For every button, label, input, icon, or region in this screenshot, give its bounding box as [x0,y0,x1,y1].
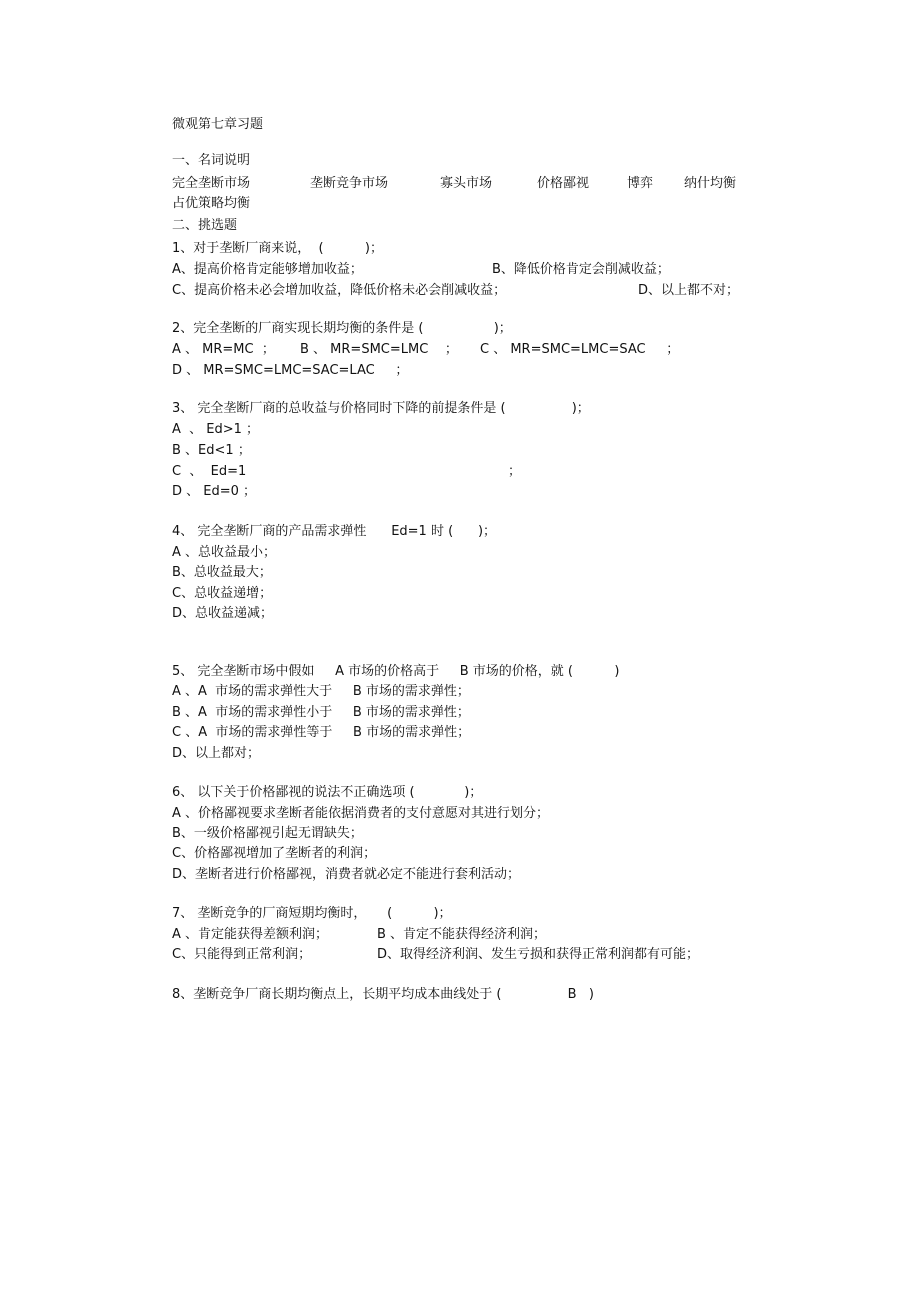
q6-stem: 6、 以下关于价格鄙视的说法不正确选项 ( )； [172,785,483,800]
term-2: 垄断竞争市场 [310,176,389,191]
q5-stem: 5、 完全垄断市场中假如 A 市场的价格高于 B 市场的价格，就 ( ) [172,664,620,679]
term-1: 完全垄断市场 [172,176,251,191]
term-6: 纳什均衡 [684,176,737,191]
q3-option-b: B 、Ed<1 ； [172,443,251,458]
q8-stem: 8、垄断竞争厂商长期均衡点上，长期平均成本曲线处于 ( B ) [172,987,594,1002]
section1-heading: 一、名词说明 [172,153,251,168]
q6-option-c: C、价格鄙视增加了垄断者的利润； [172,846,377,861]
q5-option-a: A 、A 市场的需求弹性大于 B 市场的需求弹性； [172,684,470,699]
q3-option-d: D 、 Ed=0 ； [172,484,257,499]
q6-option-d: D、垄断者进行价格鄙视，消费者就必定不能进行套利活动； [172,867,521,882]
document-title: 微观第七章习题 [172,117,264,132]
q1-option-b: B、降低价格肯定会削减收益； [492,262,670,277]
q7-option-b: B 、肯定不能获得经济利润； [377,927,547,942]
q5-option-c: C 、A 市场的需求弹性等于 B 市场的需求弹性； [172,725,471,740]
q2-option-d: D 、 MR=SMC=LMC=SAC=LAC ； [172,363,409,378]
q5-option-d: D、以上都对； [172,746,261,761]
section2-heading: 二、挑选题 [172,218,238,233]
q3-option-a: A 、 Ed>1 ； [172,422,260,437]
q1-option-a: A、提高价格肯定能够增加收益； [172,262,363,277]
q3-option-c: C 、 Ed=1 [172,464,247,479]
term-5: 博弈 [627,176,654,191]
q1-option-c: C、提高价格未必会增加收益，降低价格未必会削减收益； [172,283,507,298]
q7-option-c: C、只能得到正常利润； [172,947,312,962]
q6-option-a: A 、价格鄙视要求垄断者能依据消费者的支付意愿对其进行划分； [172,806,550,821]
term-7: 占优策略均衡 [172,196,251,211]
term-4: 价格鄙视 [537,176,590,191]
q1-option-d: D、以上都不对； [638,283,740,298]
q3-option-c-end: ； [508,464,522,479]
q4-stem: 4、 完全垄断厂商的产品需求弹性 Ed=1 时 ( )； [172,524,497,539]
q3-stem: 3、 完全垄断厂商的总收益与价格同时下降的前提条件是 ( )； [172,401,590,416]
q4-option-b: B、总收益最大； [172,565,272,580]
q7-option-a: A 、肯定能获得差额利润； [172,927,329,942]
q1-stem: 1、对于垄断厂商来说， ( )； [172,241,384,256]
q5-option-b: B 、A 市场的需求弹性小于 B 市场的需求弹性； [172,705,470,720]
q2-stem: 2、完全垄断的厂商实现长期均衡的条件是 ( )； [172,321,512,336]
q7-option-d: D、取得经济利润、发生亏损和获得正常利润都有可能； [377,947,700,962]
q4-option-a: A 、总收益最小； [172,545,277,560]
q2-option-b: B 、 MR=SMC=LMC ； [300,342,458,357]
q6-option-b: B、一级价格鄙视引起无谓缺失； [172,826,363,841]
q7-stem: 7、 垄断竞争的厂商短期均衡时， ( )； [172,906,452,921]
q2-option-c: C 、 MR=SMC=LMC=SAC ； [480,342,680,357]
q4-option-c: C、总收益递增； [172,586,273,601]
q4-option-d: D、总收益递减； [172,606,274,621]
q2-option-a: A 、 MR=MC ； [172,342,275,357]
term-3: 寡头市场 [440,176,493,191]
